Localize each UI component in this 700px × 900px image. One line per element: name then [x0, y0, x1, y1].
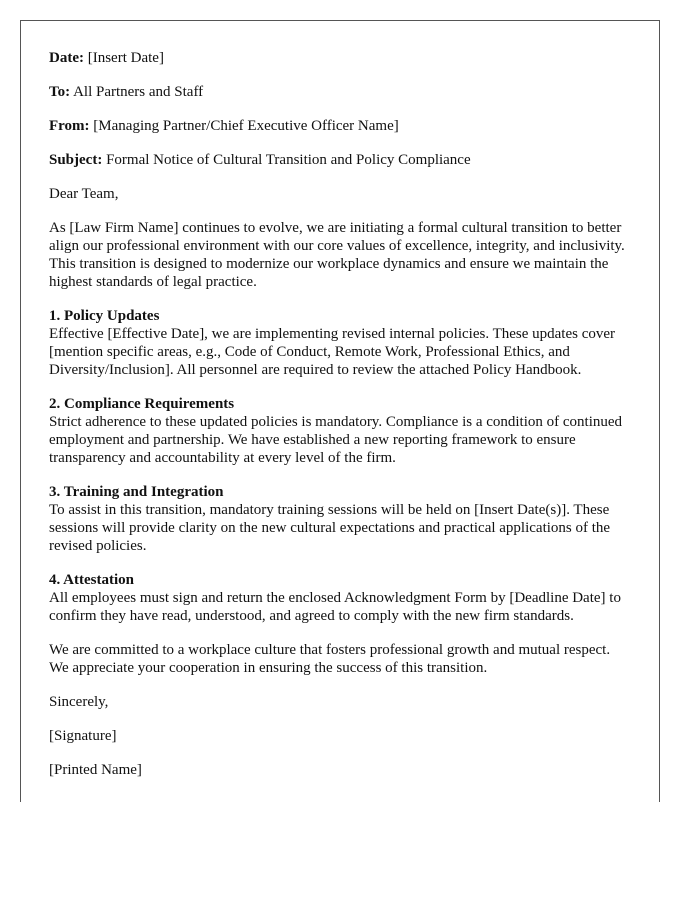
section-policy-updates [49, 307, 633, 379]
section-body: To assist in this transition, mandatory training sessions will be held on [Insert Date(s)]. These sessions will provide clarity on the new cultural expectations and practical applications of the revised policies. [49, 502, 611, 554]
letter-page [20, 20, 660, 802]
to-label: To: [49, 84, 71, 100]
subject-label: Subject: [49, 152, 103, 168]
from-value: [Managing Partner/Chief Executive Officer Name] [93, 118, 399, 134]
to-line [49, 83, 633, 101]
salutation: Dear Team, [49, 186, 119, 202]
section-title: 4. Attestation [49, 572, 134, 588]
section-attestation [49, 571, 633, 625]
subject-line [49, 151, 633, 169]
date-value: [Insert Date] [87, 50, 164, 66]
from-line [49, 117, 633, 135]
intro-paragraph: As [Law Firm Name] continues to evolve, we are initiating a formal cultural transition to better align our professional environment with our core values of excellence, integrity, and inclusivity. This transition is designed to modernize our workplace dynamics and ensure we maintain the highest standards of legal practice. [49, 220, 625, 290]
section-training-integration [49, 483, 633, 555]
section-title: 2. Compliance Requirements [49, 396, 235, 412]
section-body: Strict adherence to these updated policies is mandatory. Compliance is a condition of continued employment and partnership. We have established a new reporting framework to ensure transparency and accountability at every level of the firm. [49, 414, 623, 466]
section-compliance-requirements [49, 395, 633, 467]
sign-off: Sincerely, [49, 694, 109, 710]
from-label: From: [49, 118, 90, 134]
printed-name-placeholder: [Printed Name] [49, 762, 142, 778]
section-title: 1. Policy Updates [49, 308, 160, 324]
section-body: All employees must sign and return the enclosed Acknowledgment Form by [Deadline Date] to confirm they have read, understood, and agreed to comply with the new firm standards. [49, 590, 621, 624]
letter-content [49, 49, 633, 779]
section-body: Effective [Effective Date], we are implementing revised internal policies. These updates cover [mention specific areas, e.g., Code of Conduct, Remote Work, Professional Ethics, and Diversity/Inclusion]. All personnel are required to review the attached Policy Handbook. [49, 326, 616, 378]
date-label: Date: [49, 50, 84, 66]
to-value: All Partners and Staff [73, 84, 204, 100]
date-line [49, 49, 633, 67]
signature-placeholder: [Signature] [49, 728, 117, 744]
section-title: 3. Training and Integration [49, 484, 224, 500]
closing-paragraph: We are committed to a workplace culture that fosters professional growth and mutual respect. We appreciate your cooperation in ensuring the success of this transition. [49, 642, 611, 676]
subject-value: Formal Notice of Cultural Transition and Policy Compliance [106, 152, 471, 168]
